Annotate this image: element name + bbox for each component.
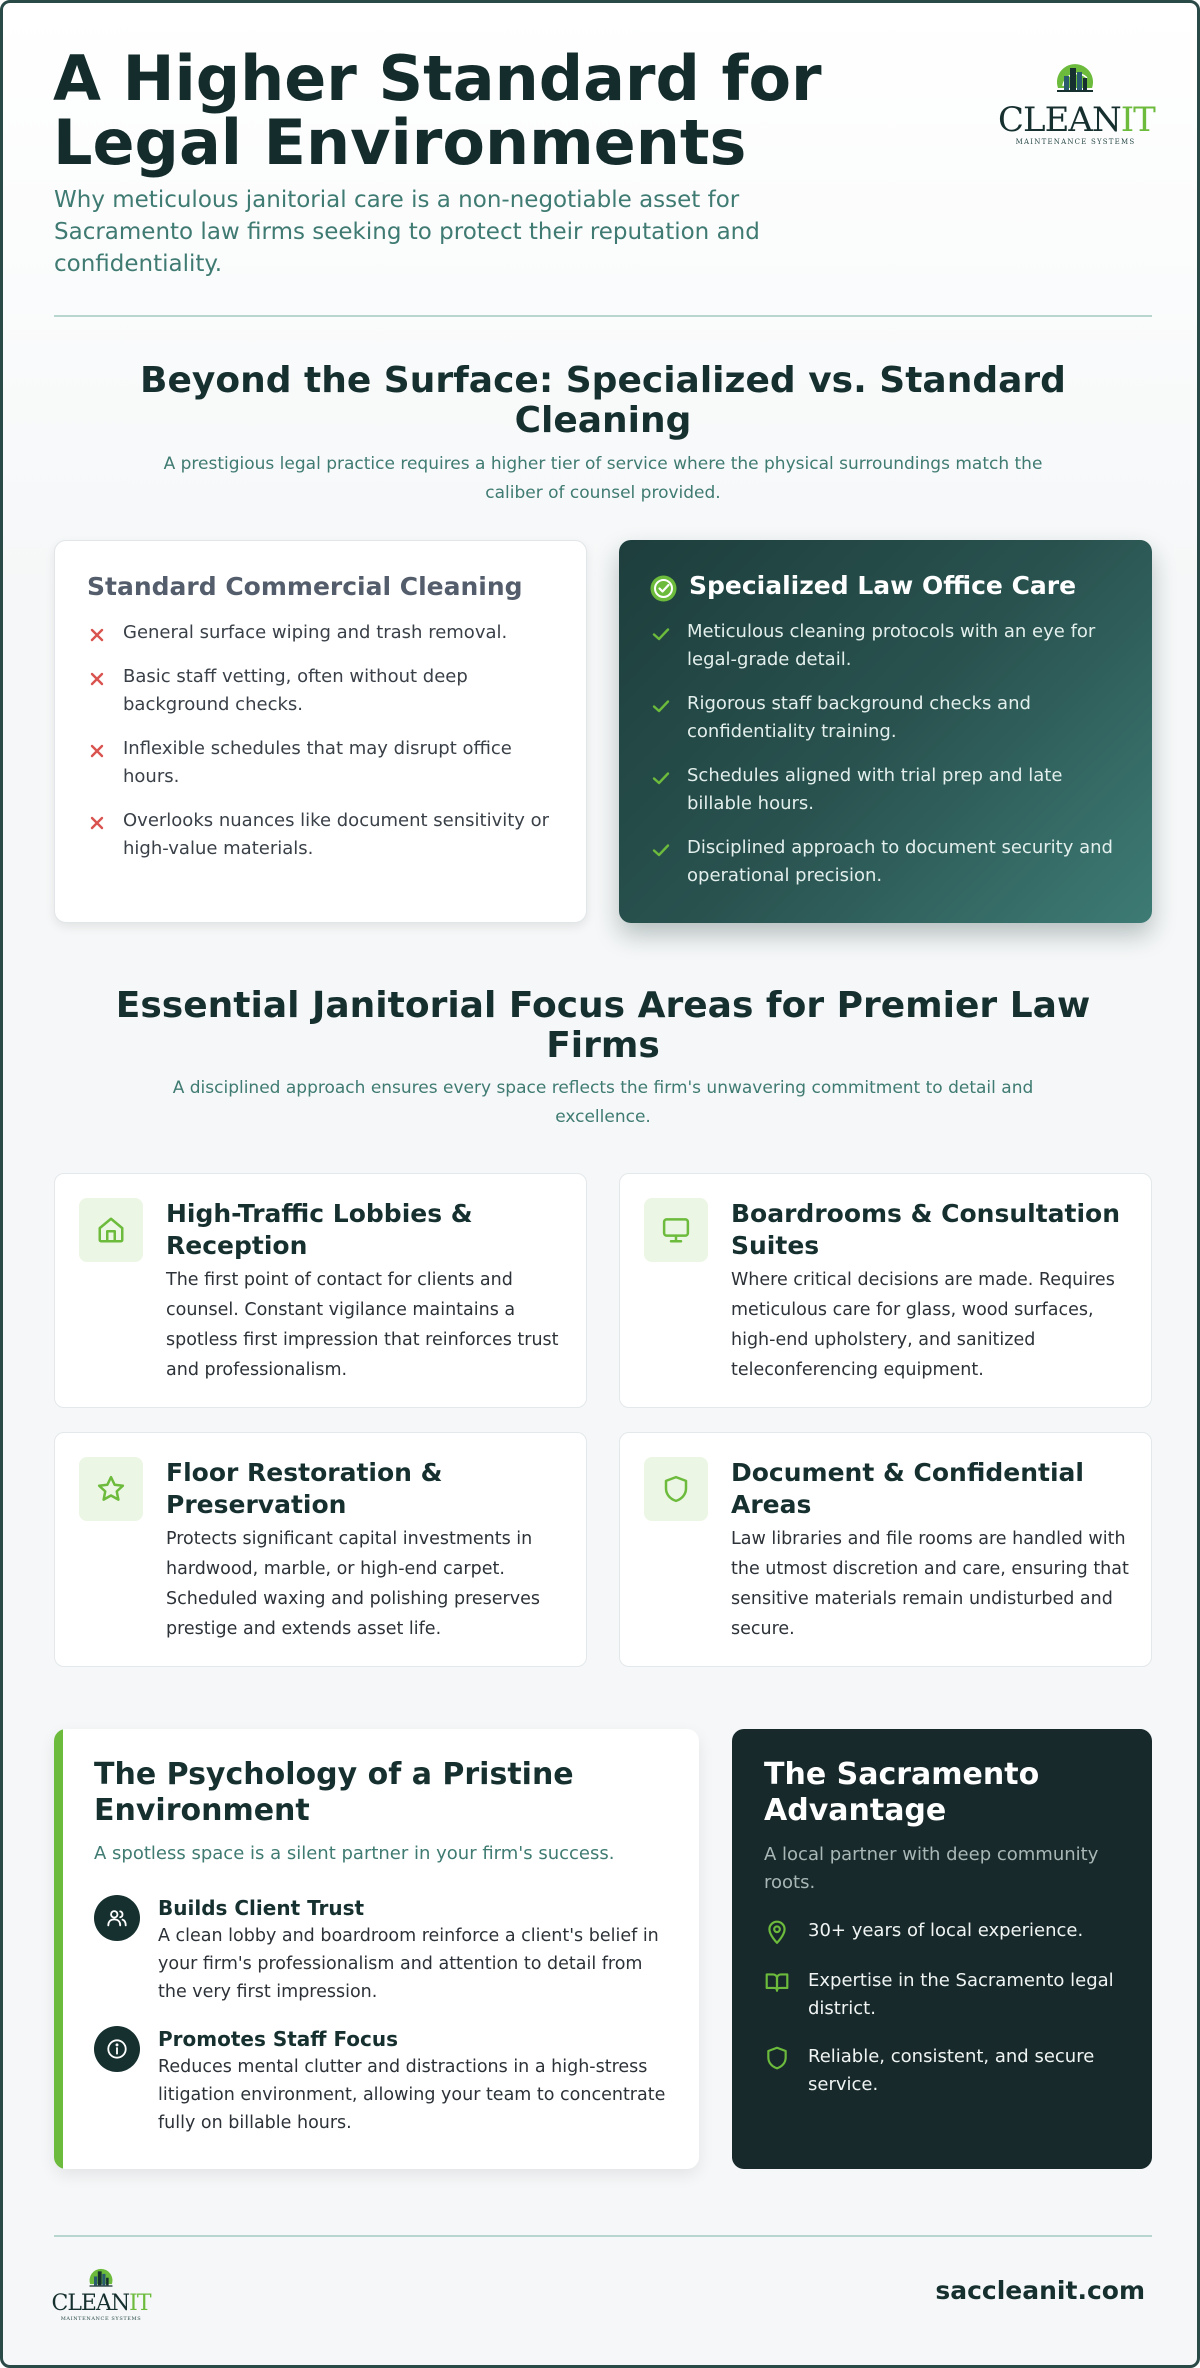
list-item: Inflexible schedules that may disrupt office hours. (87, 735, 567, 791)
psychology-subtitle: A spotless space is a silent partner in your firm's success. (94, 1843, 615, 1864)
x-icon (87, 741, 107, 761)
sacramento-item-text: Reliable, consistent, and secure service. (808, 2046, 1095, 2095)
focus-card-title: Document & Confidential Areas (731, 1458, 1084, 1519)
check-icon (651, 624, 671, 644)
logo-emblem-icon (1053, 58, 1097, 102)
header-divider (54, 315, 1152, 317)
map-pin-icon (764, 1919, 790, 1945)
website-link[interactable]: saccleanit.com (935, 2276, 1145, 2305)
list-item: Overlooks nuances like document sensitivity or high-value materials. (87, 807, 567, 863)
list-item: Schedules aligned with trial prep and late billable hours. (651, 762, 1131, 818)
star-icon (96, 1474, 126, 1504)
logo-emblem-icon (87, 2265, 115, 2293)
sacramento-subtitle: A local partner with deep community roots. (764, 1844, 1099, 1893)
comparison-subtitle: A prestigious legal practice requires a higher tier of service where the physical surroundings match the caliber of counsel provided. (163, 454, 1043, 503)
focus-card-text: Where critical decisions are made. Requires meticulous care for glass, wood surfaces, high-end upholstery, and sanitized teleconferencing equipment. (731, 1270, 1115, 1380)
x-icon (87, 669, 107, 689)
x-icon (87, 813, 107, 833)
list-item: Rigorous staff background checks and confidentiality training. (651, 690, 1131, 746)
check-icon (651, 696, 671, 716)
focus-card-title: High-Traffic Lobbies & Reception (166, 1199, 473, 1260)
sacramento-item-text: 30+ years of local experience. (808, 1920, 1084, 1941)
shield-icon (661, 1474, 691, 1504)
accent-bar (54, 1729, 63, 2169)
check-icon (651, 840, 671, 860)
home-icon (96, 1215, 126, 1245)
shield-icon (764, 2045, 790, 2071)
focus-card-text: Protects significant capital investments in hardwood, marble, or high-end carpet. Scheduled waxing and polishing preserves prestige and extends asset life. (166, 1529, 540, 1639)
sacramento-item-text: Expertise in the Sacramento legal district. (808, 1970, 1114, 2019)
list-item: Meticulous cleaning protocols with an eye for legal-grade detail. (651, 618, 1131, 674)
sacramento-advantage-card (732, 1729, 1152, 2169)
standard-cleaning-card (54, 540, 587, 923)
logo-tagline: MAINTENANCE SYSTEMS (60, 2316, 142, 2322)
psychology-item-text: A clean lobby and boardroom reinforce a client's belief in your firm's professionalism and attention to detail from the very first impression. (158, 1926, 659, 2002)
company-logo (998, 58, 1153, 150)
psychology-item-text: Reduces mental clutter and distractions in a high-stress litigation environment, allowing your team to concentrate fully on billable hours. (158, 2057, 666, 2133)
footer-logo (51, 2265, 151, 2325)
focus-card-text: Law libraries and file rooms are handled with the utmost discretion and care, ensuring that sensitive materials remain undisturbed and secure. (731, 1529, 1129, 1639)
logo-tagline: MAINTENANCE SYSTEMS (1015, 138, 1136, 146)
comparison-title: Beyond the Surface: Specialized vs. Standard Cleaning (140, 360, 1066, 441)
focus-card-title: Boardrooms & Consultation Suites (731, 1199, 1121, 1260)
focus-areas-title: Essential Janitorial Focus Areas for Premier Law Firms (115, 985, 1091, 1066)
psychology-title: The Psychology of a Pristine Environment (94, 1757, 574, 1828)
focus-areas-subtitle: A disciplined approach ensures every space reflects the firm's unwavering commitment to detail and excellence. (172, 1078, 1034, 1127)
logo-wordmark: CLEANIT (51, 2291, 151, 2316)
psychology-item-title: Promotes Staff Focus (158, 2027, 399, 2051)
list-item: General surface wiping and trash removal. (87, 619, 567, 647)
x-icon (87, 625, 107, 645)
list-item: Basic staff vetting, often without deep background checks. (87, 663, 567, 719)
focus-card-documents (619, 1432, 1152, 1667)
page-title: A Higher Standard for Legal Environments (53, 42, 822, 179)
info-icon (106, 2038, 128, 2060)
psychology-item-title: Builds Client Trust (158, 1896, 365, 1920)
focus-card-lobbies (54, 1173, 587, 1408)
check-icon (651, 768, 671, 788)
specialized-care-title: Specialized Law Office Care (689, 571, 1077, 600)
monitor-icon (661, 1215, 691, 1245)
specialized-care-list (651, 618, 1131, 906)
specialized-care-card (619, 540, 1152, 923)
list-item: Disciplined approach to document security and operational precision. (651, 834, 1131, 890)
focus-card-text: The first point of contact for clients and counsel. Constant vigilance maintains a spotless first impression that reinforces trust and professionalism. (166, 1270, 559, 1380)
focus-card-floors (54, 1432, 587, 1667)
logo-wordmark: CLEANIT (998, 100, 1155, 140)
book-icon (764, 1969, 790, 1995)
standard-cleaning-list (87, 619, 567, 879)
standard-cleaning-title: Standard Commercial Cleaning (87, 572, 523, 601)
footer-divider (54, 2235, 1152, 2237)
page-subtitle: Why meticulous janitorial care is a non-negotiable asset for Sacramento law firms seeking to protect their reputation and confidentiality. (54, 187, 760, 277)
users-icon (106, 1907, 128, 1929)
focus-card-boardrooms (619, 1173, 1152, 1408)
focus-card-title: Floor Restoration & Preservation (166, 1458, 443, 1519)
psychology-card (54, 1729, 699, 2169)
check-badge-icon (650, 575, 677, 602)
sacramento-title: The Sacramento Advantage (764, 1757, 1040, 1828)
